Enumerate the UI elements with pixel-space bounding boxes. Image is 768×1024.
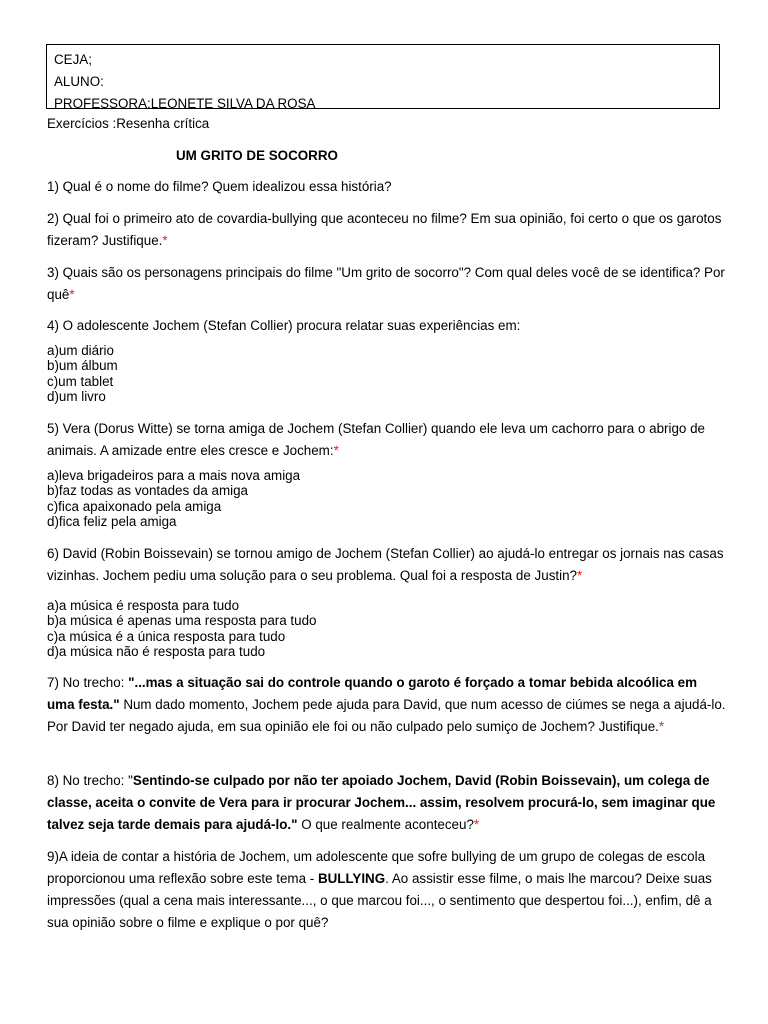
option-a: a)um diário <box>47 343 114 358</box>
question-3-text: 3) Quais são os personagens principais do filme "Um grito de socorro"? Com qual deles você de se identifica? Por quê <box>47 265 725 302</box>
required-mark: * <box>69 287 75 302</box>
header-school: CEJA; <box>54 52 92 67</box>
document-title: UM GRITO DE SOCORRO <box>176 148 338 163</box>
question-9 <box>47 846 727 934</box>
question-9-prefix: 9)A ideia de contar a história de Jochem, um adolescente que sofre bullying de um grupo de colegas de escola proporcionou uma reflexão sobre este tema - <box>47 849 706 886</box>
question-9-text: . Ao assistir esse filme, o mais lhe marcou? Deixe suas impressões (qual a cena mais interessante..., o que marcou foi..., o sentimento que despertou foi...), enfim, dê a sua opinião sobre o filme e explique o por quê? <box>47 871 712 930</box>
option-b: b)um álbum <box>47 358 118 374</box>
question-2 <box>47 208 727 252</box>
option-d: d)a música não é resposta para tudo <box>47 643 266 659</box>
header-student: ALUNO: <box>54 74 104 89</box>
question-2-text: 2) Qual foi o primeiro ato de covardia-bullying que aconteceu no filme? Em sua opinião, foi certo o que os garotos fizeram? Justifique. <box>47 211 722 248</box>
question-4: 4) O adolescente Jochem (Stefan Collier) procura relatar suas experiências em: <box>47 318 521 333</box>
option-d: d)um livro <box>47 388 106 404</box>
question-9-keyword: BULLYING <box>317 871 386 886</box>
question-1: 1) Qual é o nome do filme? Quem idealizou essa história? <box>47 179 392 194</box>
header-box <box>46 44 720 109</box>
question-4-options <box>47 343 727 404</box>
subtitle: Exercícios :Resenha crítica <box>47 116 210 131</box>
required-mark: * <box>473 817 480 832</box>
option-c: c)um tablet <box>47 373 114 389</box>
question-8-quote: Sentindo-se culpado por não ter apoiado Jochem, David (Robin Boissevain), um colega de classe, aceita o convite de Vera para ir procurar Jochem... assim, resolvem procurá-lo, sem imaginar que talvez seja tarde demais para ajudá-lo." <box>47 773 716 832</box>
question-5-options <box>47 468 727 529</box>
option-a: a)a música é resposta para tudo <box>47 598 240 613</box>
question-6-text: 6) David (Robin Boissevain) se tornou amigo de Jochem (Stefan Collier) ao ajudá-lo entregar os jornais nas casas vizinhas. Jochem pediu uma solução para o seu problema. Qual foi a resposta de Justin? <box>47 546 724 583</box>
required-mark: * <box>162 233 168 248</box>
option-d: d)fica feliz pela amiga <box>47 513 177 529</box>
question-7 <box>47 672 727 738</box>
question-6 <box>47 543 727 587</box>
required-mark: * <box>658 719 665 734</box>
required-mark: * <box>576 568 583 583</box>
option-b: b)faz todas as vontades da amiga <box>47 483 248 499</box>
question-7-prefix: 7) No trecho: <box>47 675 129 690</box>
question-8-prefix: 8) No trecho: " <box>47 773 133 788</box>
question-5 <box>47 418 727 462</box>
question-8 <box>47 770 727 836</box>
option-b: b)a música é apenas uma resposta para tudo <box>47 613 317 629</box>
question-7-quote: "...mas a situação sai do controle quando o garoto é forçado a tomar bebida alcoólica em uma festa." <box>47 675 698 712</box>
question-6-options <box>47 598 727 659</box>
option-c: c)fica apaixonado pela amiga <box>47 498 222 514</box>
question-7-text: Num dado momento, Jochem pede ajuda para David, que num acesso de ciúmes se nega a ajudá-lo. Por David ter negado ajuda, em sua opinião ele foi ou não culpado pelo sumiço de Jochem? Justifique. <box>47 697 726 734</box>
question-5-text: 5) Vera (Dorus Witte) se torna amiga de Jochem (Stefan Collier) quando ele leva um cachorro para o abrigo de animais. A amizade entre eles cresce e Jochem: <box>47 421 705 458</box>
header-teacher: PROFESSORA:LEONETE SILVA DA ROSA <box>54 96 316 111</box>
required-mark: * <box>333 443 339 458</box>
option-a: a)leva brigadeiros para a mais nova amiga <box>47 468 301 483</box>
question-3 <box>47 262 727 306</box>
option-c: c)a música é a única resposta para tudo <box>47 628 286 644</box>
question-8-text: O que realmente aconteceu? <box>297 817 474 832</box>
